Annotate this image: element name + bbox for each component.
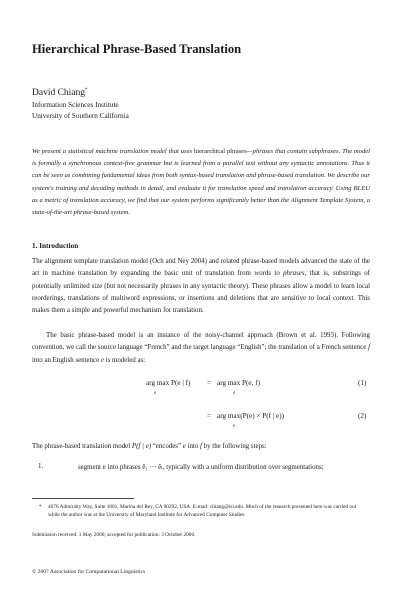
equation-2-subscript: e <box>233 424 236 429</box>
intro-term-phrases: phrases <box>283 270 305 278</box>
intro-p1-text-c: , that is, substrings of potentially unlimited size (but not necessarily phrases in any syntactic theory). These phrases allow a model to learn local reorderings, translations of multiword expressions, or insertions and deletions that are sensitive to local context. This makes them a simple and powerful mechanism for translation. <box>32 270 370 315</box>
abstract <box>32 146 370 219</box>
intro-paragraph-2 <box>32 330 370 367</box>
author-name <box>32 88 88 98</box>
intro-p2-text-b: into an English sentence <box>32 356 101 364</box>
equation-1-lhs-subscript: e <box>154 391 157 396</box>
intro-var-f: f <box>368 344 370 352</box>
steps-intro-a: The phrase-based translation model <box>32 443 132 450</box>
author-affiliation-line-1: Information Sciences Institute <box>32 101 119 109</box>
abstract-text-2: —phrases that contain subphrases. The model is formally a synchronous context-free grammar but is learned from a parallel text without any syntactic annotations. Thus it can be seen as combining fundamental ideas from both syntax-based translation and phrase-based translation. We describe our system's training and decoding methods in detail, and evaluate it for translation speed and translation accuracy. Using BLEU as a metric of translation accuracy, we find that our system performs significantly better than the Alignment Template System, a state-of-the-art phrase-based system. <box>32 148 371 217</box>
steps-intro-e: into <box>185 443 201 450</box>
intro-p2-text-c: is modeled as: <box>103 356 146 364</box>
intro-p1-text-a: The alignment template translation model (Och and Ney 2004) and related phrase-based models advanced the state of the art in machine translation by expanding the basic unit of translation from words to <box>32 258 370 278</box>
list-item-1-text: segment e into phrases ē₁ ··· ēₗ, typically with a uniform distribution over segmentations; <box>78 464 324 471</box>
author-affiliation-line-2: University of Southern California <box>32 112 129 120</box>
equation-2-number: (2) <box>358 412 367 420</box>
equation-1-equals: = <box>207 379 212 387</box>
submission-dates: Submission received: 1 May 2006; accepted for publication: 3 October 2006. <box>32 532 196 538</box>
paper-title: Hierarchical Phrase-Based Translation <box>32 42 242 56</box>
equation-1-rhs-subscript: e <box>233 391 236 396</box>
steps-intro-var-e: e <box>182 443 186 450</box>
author-footnote-mark: * <box>85 88 88 93</box>
section-heading-introduction: 1. Introduction <box>32 242 79 250</box>
intro-paragraph-1 <box>32 256 370 317</box>
intro-var-e: e <box>100 356 104 364</box>
equation-2-equals: = <box>207 412 212 420</box>
list-item-1-number: 1. <box>38 462 44 470</box>
intro-p2-text-a: The basic phrase-based model is an instance of the noisy-channel approach (Brown et al. 1993). Following convention, we call the source language “French” and the target language “English”; the translation of a French sentence <box>32 332 370 352</box>
abstract-term-hierarchical-phrases: hierarchical phrases <box>194 148 247 155</box>
steps-intro-model: P(f | e) <box>131 443 152 450</box>
equation-1-lhs: arg max P(e | f) <box>146 379 191 387</box>
steps-intro-sentence <box>32 441 370 453</box>
footnote-rule <box>32 498 134 499</box>
equation-1-rhs: arg max P(e, f) <box>217 379 260 387</box>
equation-2-rhs: arg max(P(e) × P(f | e)) <box>217 412 285 420</box>
steps-intro-c: “encodes” <box>151 443 183 450</box>
abstract-text-1: We present a statistical machine translation model that uses <box>32 148 194 155</box>
copyright-notice: © 2007 Association for Computational Linguistics <box>32 569 146 575</box>
steps-intro-var-f: f <box>200 443 202 450</box>
author-name-text: David Chiang <box>32 88 86 99</box>
footnote-text: 4676 Admiralty Way, Suite 1001, Marina del Rey, CA 90292, USA. E-mail: chiang@isi.edu. Much of the research presented here was carried out while the author was at the University of Maryland Institute for Advanced Computer Studies. <box>48 504 357 518</box>
equation-1-number: (1) <box>358 379 367 387</box>
steps-intro-g: by the following steps: <box>201 443 267 450</box>
footnote-mark: * <box>39 505 42 510</box>
